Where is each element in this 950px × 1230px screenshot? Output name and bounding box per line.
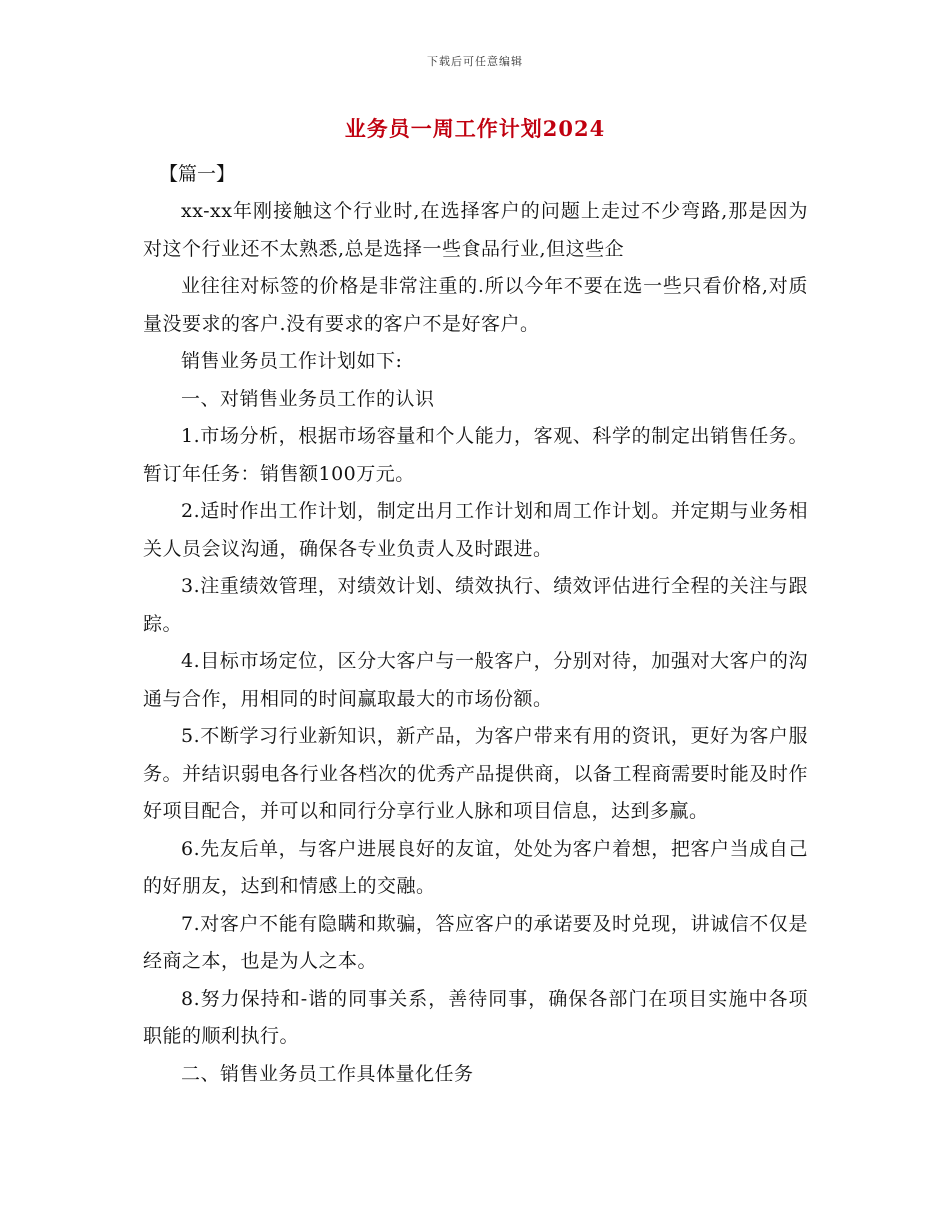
document-body (143, 155, 808, 1093)
heading-section-2: 二、销售业务员工作具体量化任务 (181, 1062, 474, 1085)
list-item-2: 2.适时作出工作计划，制定出月工作计划和周工作计划。并定期与业务相关人员会议沟通，确保各专业负责人及时跟进。 (143, 500, 808, 560)
list-item-1: 1.市场分析，根据市场容量和个人能力，客观、科学的制定出销售任务。暂订年任务：销售额100万元。 (143, 425, 808, 485)
document-title: 业务员一周工作计划2024 (344, 116, 606, 141)
page-header-note: 下载后可任意编辑 (427, 55, 523, 68)
list-item-3: 3.注重绩效管理，对绩效计划、绩效执行、绩效评估进行全程的关注与跟踪。 (143, 575, 808, 635)
list-item-7: 7.对客户不能有隐瞒和欺骗，答应客户的承诺要及时兑现，讲诚信不仅是经商之本，也是为人之本。 (143, 912, 808, 972)
paragraph-plan-lead: 销售业务员工作计划如下: (181, 350, 403, 372)
list-item-4: 4.目标市场定位，区分大客户与一般客户，分别对待，加强对大客户的沟通与合作，用相同的时间赢取最大的市场份额。 (143, 650, 808, 710)
paragraph-intro-2: 业往往对标签的价格是非常注重的.所以今年不要在选一些只看价格,对质量没要求的客户.没有要求的客户不是好客户。 (143, 275, 808, 335)
list-item-5: 5.不断学习行业新知识，新产品，为客户带来有用的资讯，更好为客户服务。并结识弱电各行业各档次的优秀产品提供商，以备工程商需要时能及时作好项目配合，并可以和同行分享行业人脉和项目信息，达到多赢。 (143, 725, 808, 822)
list-item-8: 8.努力保持和-谐的同事关系，善待同事，确保各部门在项目实施中各项职能的顺利执行。 (143, 987, 808, 1047)
list-item-6: 6.先友后单，与客户进展良好的友谊，处处为客户着想，把客户当成自己的好朋友，达到和情感上的交融。 (143, 837, 808, 897)
heading-section-1: 一、对销售业务员工作的认识 (181, 387, 435, 410)
section-tag: 【篇一】 (159, 163, 236, 185)
paragraph-intro-1: xx-xx年刚接触这个行业时,在选择客户的问题上走过不少弯路,那是因为对这个行业还不太熟悉,总是选择一些食品行业,但这些企 (143, 200, 808, 260)
